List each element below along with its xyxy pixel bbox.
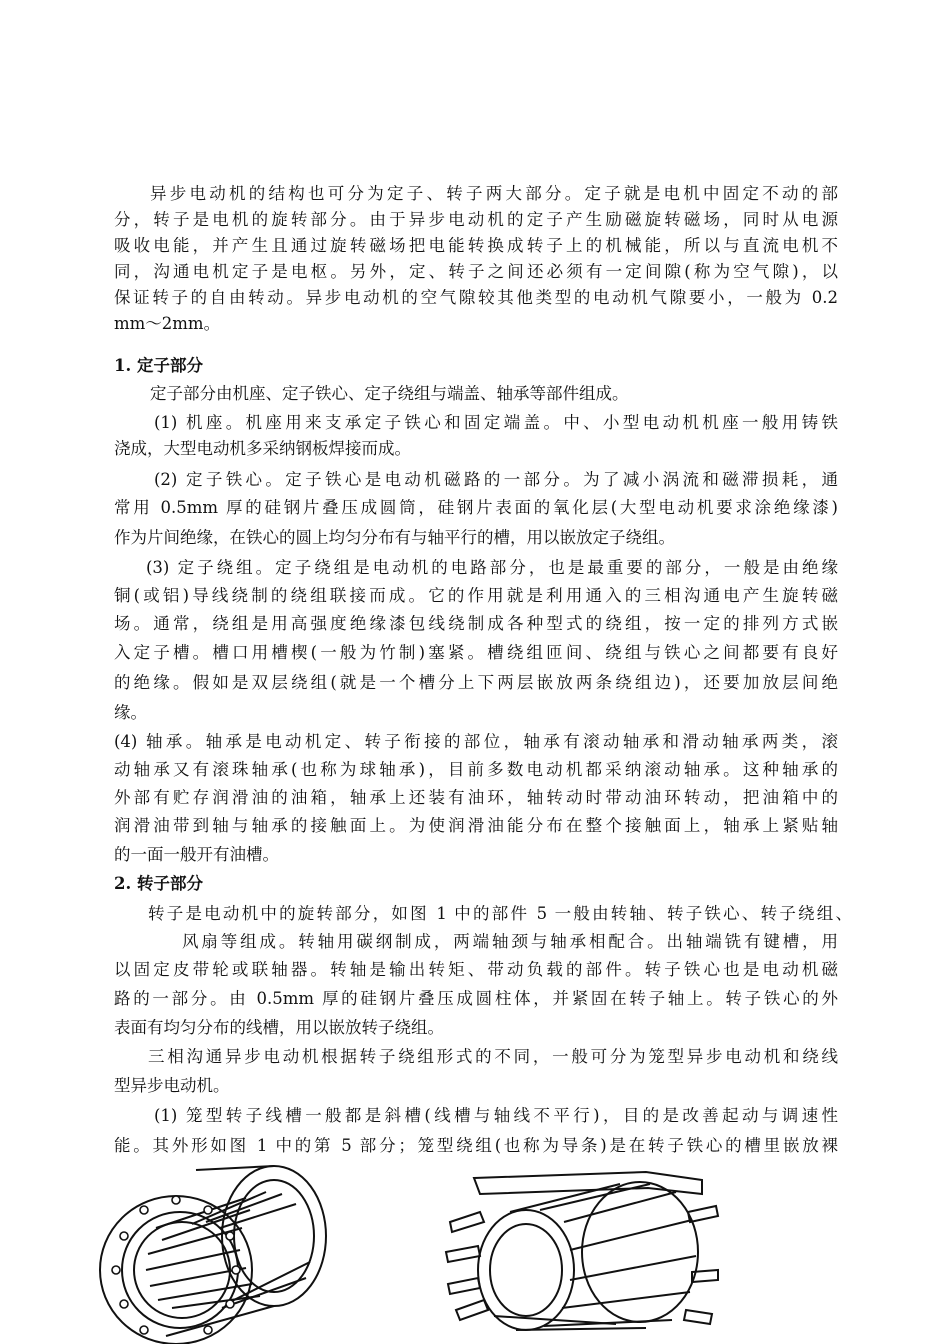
- paragraph-line: 润滑油带到轴与轴承的接触面上。为使润滑油能分布在整个接触面上，轴承上紧贴轴: [114, 816, 838, 835]
- section-heading-rotor: 2. 转子部分: [114, 874, 203, 893]
- paragraph-line: 的绝缘。假如是双层绕组(就是一个槽分上下两层嵌放两条绕组边)，还要加放层间绝: [114, 673, 838, 692]
- paragraph-line: 定子部分由机座、定子铁心、定子绕组与端盖、轴承等部件组成。: [150, 384, 629, 403]
- paragraph-line: 场。通常，绕组是用高强度绝缘漆包线绕制成各种型式的绕组，按一定的排列方式嵌: [114, 614, 838, 633]
- paragraph-line: 的一面一般开有油槽。: [114, 845, 279, 864]
- paragraph-line: 外部有贮存润滑油的油箱，轴承上还装有油环，轴转动时带动油环转动，把油箱中的: [114, 788, 838, 807]
- paragraph-line: 动轴承又有滚珠轴承(也称为球轴承)，目前多数电动机都采纳滚动轴承。这种轴承的: [114, 760, 838, 779]
- paragraph-line: 型异步电动机。: [114, 1076, 230, 1095]
- stator-frame-drawing-icon: [96, 1158, 336, 1344]
- paragraph-line: 能。其外形如图 1 中的第 5 部分；笼型绕组(也称为导条)是在转子铁心的槽里嵌放裸: [114, 1136, 838, 1155]
- paragraph-line: 分，转子是电机的旋转部分。由于异步电动机的定子产生励磁旋转磁场，同时从电源: [114, 210, 838, 229]
- paragraph-line: 吸收电能，并产生且通过旋转磁场把电能转换成转子上的机械能，所以与直流电机不: [114, 236, 838, 255]
- paragraph-line: (1) 笼型转子线槽一般都是斜槽(线槽与轴线不平行)，目的是改善起动与调速性: [154, 1106, 838, 1125]
- paragraph-line: 表面有均匀分布的线槽，用以嵌放转子绕组。: [114, 1018, 444, 1037]
- paragraph-line: 常用 0.5mm 厚的硅钢片叠压成圆筒，硅钢片表面的氧化层(大型电动机要求涂绝缘漆): [114, 498, 838, 517]
- paragraph-line: (4) 轴承。轴承是电动机定、转子衔接的部位，轴承有滚动轴承和滑动轴承两类，滚: [114, 732, 838, 751]
- paragraph-line: 浇成，大型电动机多采纳钢板焊接而成。: [114, 439, 411, 458]
- paragraph-line: 缘。: [114, 703, 147, 722]
- paragraph-line: 异步电动机的结构也可分为定子、转子两大部分。定子就是电机中固定不动的部: [150, 184, 838, 203]
- paragraph-line: mm～2mm。: [114, 314, 221, 333]
- cage-rotor-drawing-icon: [440, 1160, 730, 1344]
- paragraph-line: 转子是电动机中的旋转部分，如图 1 中的部件 5 一般由转轴、转子铁心、转子绕组、: [148, 904, 852, 923]
- paragraph-line: 铜(或铝)导线绕制的绕组联接而成。它的作用就是利用通入的三相沟通电产生旋转磁: [114, 586, 838, 605]
- paragraph-line: (2) 定子铁心。定子铁心是电动机磁路的一部分。为了减小涡流和磁滞损耗，通: [154, 470, 838, 489]
- section-heading-stator: 1. 定子部分: [114, 356, 203, 375]
- paragraph-line: 同，沟通电机定子是电枢。另外，定、转子之间还必须有一定间隙(称为空气隙)，以: [114, 262, 838, 281]
- paragraph-line: 以固定皮带轮或联轴器。转轴是输出转矩、带动负载的部件。转子铁心也是电动机磁: [114, 960, 838, 979]
- paragraph-line: 三相沟通异步电动机根据转子绕组形式的不同，一般可分为笼型异步电动机和绕线: [148, 1047, 838, 1066]
- paragraph-line: (1) 机座。机座用来支承定子铁心和固定端盖。中、小型电动机机座一般用铸铁: [154, 413, 838, 432]
- paragraph-line: (3) 定子绕组。定子绕组是电动机的电路部分，也是最重要的部分，一般是由绝缘: [146, 558, 838, 577]
- paragraph-line: 风扇等组成。转轴用碳纲制成，两端轴颈与轴承相配合。出轴端铣有键槽，用: [182, 932, 838, 951]
- paragraph-line: 作为片间绝缘，在铁心的圆上均匀分布有与轴平行的槽，用以嵌放定子绕组。: [114, 528, 675, 547]
- paragraph-line: 入定子槽。槽口用槽楔(一般为竹制)塞紧。槽绕组匝间、绕组与铁心之间都要有良好: [114, 643, 838, 662]
- paragraph-line: 路的一部分。由 0.5mm 厚的硅钢片叠压成圆柱体，并紧固在转子轴上。转子铁心的外: [114, 989, 838, 1008]
- paragraph-line: 保证转子的自由转动。异步电动机的空气隙较其他类型的电动机气隙要小，一般为 0.2: [114, 288, 838, 307]
